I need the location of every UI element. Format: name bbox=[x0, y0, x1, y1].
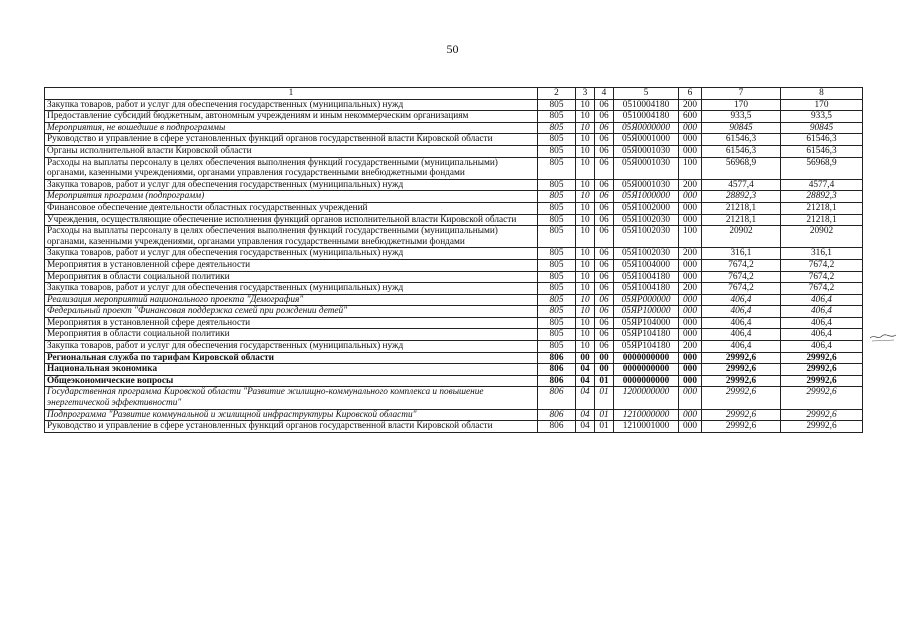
row-value-cell: 05Я1002000 bbox=[614, 202, 679, 214]
row-value-cell: 10 bbox=[576, 214, 595, 226]
row-value-cell: 90845 bbox=[781, 122, 863, 134]
row-value-cell: 7674,2 bbox=[781, 271, 863, 283]
row-name-cell: Региональная служба по тарифам Кировской области bbox=[45, 352, 538, 364]
row-value-cell: 05Я1002030 bbox=[614, 226, 679, 248]
row-value-cell: 000 bbox=[679, 259, 702, 271]
row-value-cell: 000 bbox=[679, 387, 702, 409]
row-value-cell: 29992,6 bbox=[702, 409, 781, 421]
row-value-cell: 805 bbox=[538, 271, 576, 283]
table-row bbox=[45, 248, 863, 260]
table-row bbox=[45, 179, 863, 191]
table-row bbox=[45, 122, 863, 134]
row-value-cell: 805 bbox=[538, 202, 576, 214]
row-value-cell: 00 bbox=[595, 352, 614, 364]
row-value-cell: 10 bbox=[576, 145, 595, 157]
row-value-cell: 06 bbox=[595, 306, 614, 318]
row-value-cell: 01 bbox=[595, 375, 614, 387]
row-name-cell: Федеральный проект "Финансовая поддержка семей при рождении детей" bbox=[45, 306, 538, 318]
row-value-cell: 0000000000 bbox=[614, 375, 679, 387]
row-value-cell: 200 bbox=[679, 179, 702, 191]
row-value-cell: 21218,1 bbox=[702, 202, 781, 214]
row-value-cell: 05ЯР104000 bbox=[614, 317, 679, 329]
row-name-cell: Закупка товаров, работ и услуг для обеспечения государственных (муниципальных) нужд bbox=[45, 283, 538, 295]
row-value-cell: 200 bbox=[679, 248, 702, 260]
header-cell: 8 bbox=[781, 88, 863, 100]
row-value-cell: 200 bbox=[679, 341, 702, 353]
row-value-cell: 01 bbox=[595, 409, 614, 421]
row-value-cell: 7674,2 bbox=[702, 283, 781, 295]
table-row bbox=[45, 294, 863, 306]
header-cell: 2 bbox=[538, 88, 576, 100]
row-name-cell: Национальная экономика bbox=[45, 364, 538, 376]
row-value-cell: 01 bbox=[595, 387, 614, 409]
row-name-cell: Расходы на выплаты персоналу в целях обеспечения выполнения функций государственными (муниципальными) органами, казенными учреждениями, органами управления государственными внебюджетными фондами bbox=[45, 226, 538, 248]
row-name-cell: Руководство и управление в сфере установленных функций органов государственной власти Кировской области bbox=[45, 134, 538, 146]
row-name-cell: Учреждения, осуществляющие обеспечение исполнения функций органов исполнительной власти Кировской области bbox=[45, 214, 538, 226]
row-value-cell: 05ЯР104180 bbox=[614, 341, 679, 353]
row-value-cell: 000 bbox=[679, 352, 702, 364]
header-cell: 5 bbox=[614, 88, 679, 100]
row-value-cell: 806 bbox=[538, 352, 576, 364]
row-value-cell: 05ЯР104180 bbox=[614, 329, 679, 341]
table-row bbox=[45, 157, 863, 179]
row-value-cell: 805 bbox=[538, 283, 576, 295]
row-value-cell: 06 bbox=[595, 271, 614, 283]
row-value-cell: 06 bbox=[595, 214, 614, 226]
row-name-cell: Реализация мероприятий национального проекта "Демография" bbox=[45, 294, 538, 306]
table-row bbox=[45, 214, 863, 226]
table-row bbox=[45, 317, 863, 329]
row-value-cell: 10 bbox=[576, 202, 595, 214]
row-value-cell: 805 bbox=[538, 259, 576, 271]
table-row bbox=[45, 329, 863, 341]
row-value-cell: 06 bbox=[595, 157, 614, 179]
header-cell: 4 bbox=[595, 88, 614, 100]
row-value-cell: 20902 bbox=[781, 226, 863, 248]
row-value-cell: 61546,3 bbox=[702, 134, 781, 146]
row-value-cell: 000 bbox=[679, 317, 702, 329]
row-name-cell: Закупка товаров, работ и услуг для обеспечения государственных (муниципальных) нужд bbox=[45, 179, 538, 191]
table-row bbox=[45, 99, 863, 111]
row-value-cell: 805 bbox=[538, 226, 576, 248]
row-value-cell: 100 bbox=[679, 157, 702, 179]
row-value-cell: 06 bbox=[595, 111, 614, 123]
row-value-cell: 29992,6 bbox=[702, 364, 781, 376]
row-value-cell: 29992,6 bbox=[781, 409, 863, 421]
row-value-cell: 000 bbox=[679, 145, 702, 157]
row-value-cell: 05Я0000000 bbox=[614, 122, 679, 134]
row-value-cell: 805 bbox=[538, 179, 576, 191]
row-value-cell: 21218,1 bbox=[781, 214, 863, 226]
header-cell: 7 bbox=[702, 88, 781, 100]
row-value-cell: 06 bbox=[595, 122, 614, 134]
row-value-cell: 06 bbox=[595, 202, 614, 214]
row-value-cell: 170 bbox=[702, 99, 781, 111]
row-value-cell: 10 bbox=[576, 341, 595, 353]
row-value-cell: 90845 bbox=[702, 122, 781, 134]
row-value-cell: 805 bbox=[538, 341, 576, 353]
table-row bbox=[45, 364, 863, 376]
row-name-cell: Мероприятия в области социальной политики bbox=[45, 329, 538, 341]
row-value-cell: 21218,1 bbox=[702, 214, 781, 226]
row-value-cell: 04 bbox=[576, 375, 595, 387]
row-value-cell: 05Я1004000 bbox=[614, 259, 679, 271]
row-value-cell: 406,4 bbox=[702, 317, 781, 329]
row-value-cell: 805 bbox=[538, 294, 576, 306]
row-value-cell: 20902 bbox=[702, 226, 781, 248]
table-row bbox=[45, 271, 863, 283]
row-value-cell: 1210001000 bbox=[614, 421, 679, 433]
row-value-cell: 05Я0001030 bbox=[614, 145, 679, 157]
row-name-cell: Закупка товаров, работ и услуг для обеспечения государственных (муниципальных) нужд bbox=[45, 99, 538, 111]
row-value-cell: 05ЯР100000 bbox=[614, 306, 679, 318]
pen-mark bbox=[868, 330, 898, 344]
row-value-cell: 04 bbox=[576, 421, 595, 433]
header-cell: 3 bbox=[576, 88, 595, 100]
header-cell: 6 bbox=[679, 88, 702, 100]
row-value-cell: 29992,6 bbox=[781, 364, 863, 376]
row-value-cell: 000 bbox=[679, 409, 702, 421]
row-name-cell: Руководство и управление в сфере установленных функций органов государственной власти Кировской области bbox=[45, 421, 538, 433]
row-value-cell: 406,4 bbox=[702, 329, 781, 341]
row-value-cell: 01 bbox=[595, 421, 614, 433]
row-value-cell: 29992,6 bbox=[702, 375, 781, 387]
row-value-cell: 000 bbox=[679, 122, 702, 134]
row-value-cell: 04 bbox=[576, 409, 595, 421]
row-value-cell: 200 bbox=[679, 99, 702, 111]
row-value-cell: 10 bbox=[576, 306, 595, 318]
row-value-cell: 805 bbox=[538, 191, 576, 203]
row-value-cell: 406,4 bbox=[781, 329, 863, 341]
row-value-cell: 170 bbox=[781, 99, 863, 111]
row-value-cell: 10 bbox=[576, 259, 595, 271]
row-name-cell: Предоставление субсидий бюджетным, автономным учреждениям и иным некоммерческим организациям bbox=[45, 111, 538, 123]
table-row bbox=[45, 259, 863, 271]
row-value-cell: 933,5 bbox=[781, 111, 863, 123]
row-value-cell: 406,4 bbox=[781, 317, 863, 329]
row-value-cell: 406,4 bbox=[702, 294, 781, 306]
row-value-cell: 10 bbox=[576, 157, 595, 179]
row-name-cell: Расходы на выплаты персоналу в целях обеспечения выполнения функций государственными (муниципальными) органами, казенными учреждениями, органами управления государственными внебюджетными фондами bbox=[45, 157, 538, 179]
table-row bbox=[45, 226, 863, 248]
table-row bbox=[45, 283, 863, 295]
table-row bbox=[45, 306, 863, 318]
table-row bbox=[45, 145, 863, 157]
header-row bbox=[45, 88, 863, 100]
row-value-cell: 05Я0001030 bbox=[614, 157, 679, 179]
row-value-cell: 805 bbox=[538, 317, 576, 329]
row-value-cell: 000 bbox=[679, 214, 702, 226]
row-value-cell: 10 bbox=[576, 294, 595, 306]
row-value-cell: 29992,6 bbox=[781, 375, 863, 387]
row-name-cell: Государственная программа Кировской области "Развитие жилищно-коммунального комплекса и повышение энергетической эффективности" bbox=[45, 387, 538, 409]
row-value-cell: 806 bbox=[538, 387, 576, 409]
row-name-cell: Подпрограмма "Развитие коммунальной и жилищной инфраструктуры Кировской области" bbox=[45, 409, 538, 421]
row-value-cell: 05Я1004180 bbox=[614, 283, 679, 295]
row-value-cell: 00 bbox=[595, 364, 614, 376]
row-name-cell: Мероприятия в области социальной политики bbox=[45, 271, 538, 283]
header-cell: 1 bbox=[45, 88, 538, 100]
row-value-cell: 806 bbox=[538, 375, 576, 387]
row-value-cell: 7674,2 bbox=[781, 259, 863, 271]
row-value-cell: 06 bbox=[595, 329, 614, 341]
row-value-cell: 61546,3 bbox=[781, 134, 863, 146]
row-value-cell: 000 bbox=[679, 364, 702, 376]
table-row bbox=[45, 387, 863, 409]
row-value-cell: 406,4 bbox=[781, 341, 863, 353]
row-value-cell: 933,5 bbox=[702, 111, 781, 123]
row-value-cell: 805 bbox=[538, 214, 576, 226]
row-value-cell: 000 bbox=[679, 375, 702, 387]
row-value-cell: 06 bbox=[595, 317, 614, 329]
row-value-cell: 316,1 bbox=[702, 248, 781, 260]
row-name-cell: Финансовое обеспечение деятельности областных государственных учреждений bbox=[45, 202, 538, 214]
row-value-cell: 000 bbox=[679, 294, 702, 306]
row-value-cell: 05ЯР000000 bbox=[614, 294, 679, 306]
row-value-cell: 0510004180 bbox=[614, 111, 679, 123]
row-value-cell: 000 bbox=[679, 191, 702, 203]
row-value-cell: 316,1 bbox=[781, 248, 863, 260]
row-value-cell: 406,4 bbox=[781, 306, 863, 318]
row-value-cell: 05Я1002030 bbox=[614, 214, 679, 226]
row-value-cell: 06 bbox=[595, 283, 614, 295]
row-value-cell: 06 bbox=[595, 248, 614, 260]
row-value-cell: 10 bbox=[576, 248, 595, 260]
row-value-cell: 0000000000 bbox=[614, 352, 679, 364]
row-value-cell: 000 bbox=[679, 329, 702, 341]
row-value-cell: 06 bbox=[595, 259, 614, 271]
row-value-cell: 29992,6 bbox=[781, 387, 863, 409]
row-value-cell: 805 bbox=[538, 122, 576, 134]
table-row bbox=[45, 352, 863, 364]
row-value-cell: 10 bbox=[576, 226, 595, 248]
row-value-cell: 805 bbox=[538, 306, 576, 318]
row-value-cell: 805 bbox=[538, 329, 576, 341]
row-value-cell: 29992,6 bbox=[702, 352, 781, 364]
row-value-cell: 806 bbox=[538, 364, 576, 376]
row-value-cell: 000 bbox=[679, 306, 702, 318]
row-value-cell: 10 bbox=[576, 283, 595, 295]
table-row bbox=[45, 421, 863, 433]
row-name-cell: Общеэкономические вопросы bbox=[45, 375, 538, 387]
row-value-cell: 4577,4 bbox=[702, 179, 781, 191]
row-value-cell: 7674,2 bbox=[702, 271, 781, 283]
row-value-cell: 29992,6 bbox=[781, 352, 863, 364]
row-name-cell: Закупка товаров, работ и услуг для обеспечения государственных (муниципальных) нужд bbox=[45, 248, 538, 260]
row-name-cell: Закупка товаров, работ и услуг для обеспечения государственных (муниципальных) нужд bbox=[45, 341, 538, 353]
row-value-cell: 10 bbox=[576, 122, 595, 134]
row-value-cell: 7674,2 bbox=[781, 283, 863, 295]
row-value-cell: 05Я0001030 bbox=[614, 179, 679, 191]
row-value-cell: 10 bbox=[576, 271, 595, 283]
row-value-cell: 61546,3 bbox=[702, 145, 781, 157]
row-value-cell: 000 bbox=[679, 134, 702, 146]
row-value-cell: 10 bbox=[576, 329, 595, 341]
row-value-cell: 7674,2 bbox=[702, 259, 781, 271]
row-value-cell: 1200000000 bbox=[614, 387, 679, 409]
row-value-cell: 406,4 bbox=[781, 294, 863, 306]
row-value-cell: 56968,9 bbox=[781, 157, 863, 179]
row-value-cell: 06 bbox=[595, 145, 614, 157]
row-value-cell: 05Я0001000 bbox=[614, 134, 679, 146]
row-value-cell: 06 bbox=[595, 179, 614, 191]
table-row bbox=[45, 134, 863, 146]
row-value-cell: 406,4 bbox=[702, 306, 781, 318]
row-name-cell: Мероприятия программ (подпрограмм) bbox=[45, 191, 538, 203]
row-value-cell: 806 bbox=[538, 409, 576, 421]
row-value-cell: 21218,1 bbox=[781, 202, 863, 214]
row-name-cell: Мероприятия в установленной сфере деятельности bbox=[45, 259, 538, 271]
table-row bbox=[45, 111, 863, 123]
row-name-cell: Органы исполнительной власти Кировской области bbox=[45, 145, 538, 157]
row-value-cell: 805 bbox=[538, 145, 576, 157]
row-value-cell: 806 bbox=[538, 421, 576, 433]
row-value-cell: 06 bbox=[595, 134, 614, 146]
row-value-cell: 06 bbox=[595, 341, 614, 353]
row-value-cell: 10 bbox=[576, 317, 595, 329]
row-value-cell: 10 bbox=[576, 99, 595, 111]
budget-table bbox=[44, 87, 863, 433]
row-value-cell: 10 bbox=[576, 111, 595, 123]
table-row bbox=[45, 202, 863, 214]
row-value-cell: 29992,6 bbox=[702, 387, 781, 409]
row-value-cell: 805 bbox=[538, 111, 576, 123]
table-row bbox=[45, 191, 863, 203]
row-value-cell: 000 bbox=[679, 202, 702, 214]
row-value-cell: 04 bbox=[576, 364, 595, 376]
row-name-cell: Мероприятия, не вошедшие в подпрограммы bbox=[45, 122, 538, 134]
table-row bbox=[45, 341, 863, 353]
row-value-cell: 805 bbox=[538, 134, 576, 146]
row-value-cell: 805 bbox=[538, 157, 576, 179]
row-value-cell: 805 bbox=[538, 99, 576, 111]
row-value-cell: 06 bbox=[595, 99, 614, 111]
row-value-cell: 06 bbox=[595, 294, 614, 306]
row-value-cell: 100 bbox=[679, 226, 702, 248]
row-value-cell: 29992,6 bbox=[702, 421, 781, 433]
row-value-cell: 05Я1004180 bbox=[614, 271, 679, 283]
row-value-cell: 00 bbox=[576, 352, 595, 364]
table-row bbox=[45, 375, 863, 387]
row-value-cell: 000 bbox=[679, 421, 702, 433]
row-value-cell: 06 bbox=[595, 191, 614, 203]
row-value-cell: 05Я1002030 bbox=[614, 248, 679, 260]
row-value-cell: 200 bbox=[679, 283, 702, 295]
row-value-cell: 10 bbox=[576, 179, 595, 191]
row-value-cell: 28892,3 bbox=[702, 191, 781, 203]
row-value-cell: 04 bbox=[576, 387, 595, 409]
row-value-cell: 56968,9 bbox=[702, 157, 781, 179]
row-value-cell: 406,4 bbox=[702, 341, 781, 353]
table-row bbox=[45, 409, 863, 421]
row-value-cell: 05Я1000000 bbox=[614, 191, 679, 203]
row-value-cell: 4577,4 bbox=[781, 179, 863, 191]
row-value-cell: 805 bbox=[538, 248, 576, 260]
row-value-cell: 06 bbox=[595, 226, 614, 248]
row-value-cell: 0510004180 bbox=[614, 99, 679, 111]
row-value-cell: 28892,3 bbox=[781, 191, 863, 203]
row-value-cell: 0000000000 bbox=[614, 364, 679, 376]
page-number: 50 bbox=[446, 42, 459, 56]
row-name-cell: Мероприятия в установленной сфере деятельности bbox=[45, 317, 538, 329]
row-value-cell: 000 bbox=[679, 271, 702, 283]
row-value-cell: 10 bbox=[576, 134, 595, 146]
row-value-cell: 600 bbox=[679, 111, 702, 123]
row-value-cell: 29992,6 bbox=[781, 421, 863, 433]
row-value-cell: 61546,3 bbox=[781, 145, 863, 157]
row-value-cell: 10 bbox=[576, 191, 595, 203]
row-value-cell: 1210000000 bbox=[614, 409, 679, 421]
